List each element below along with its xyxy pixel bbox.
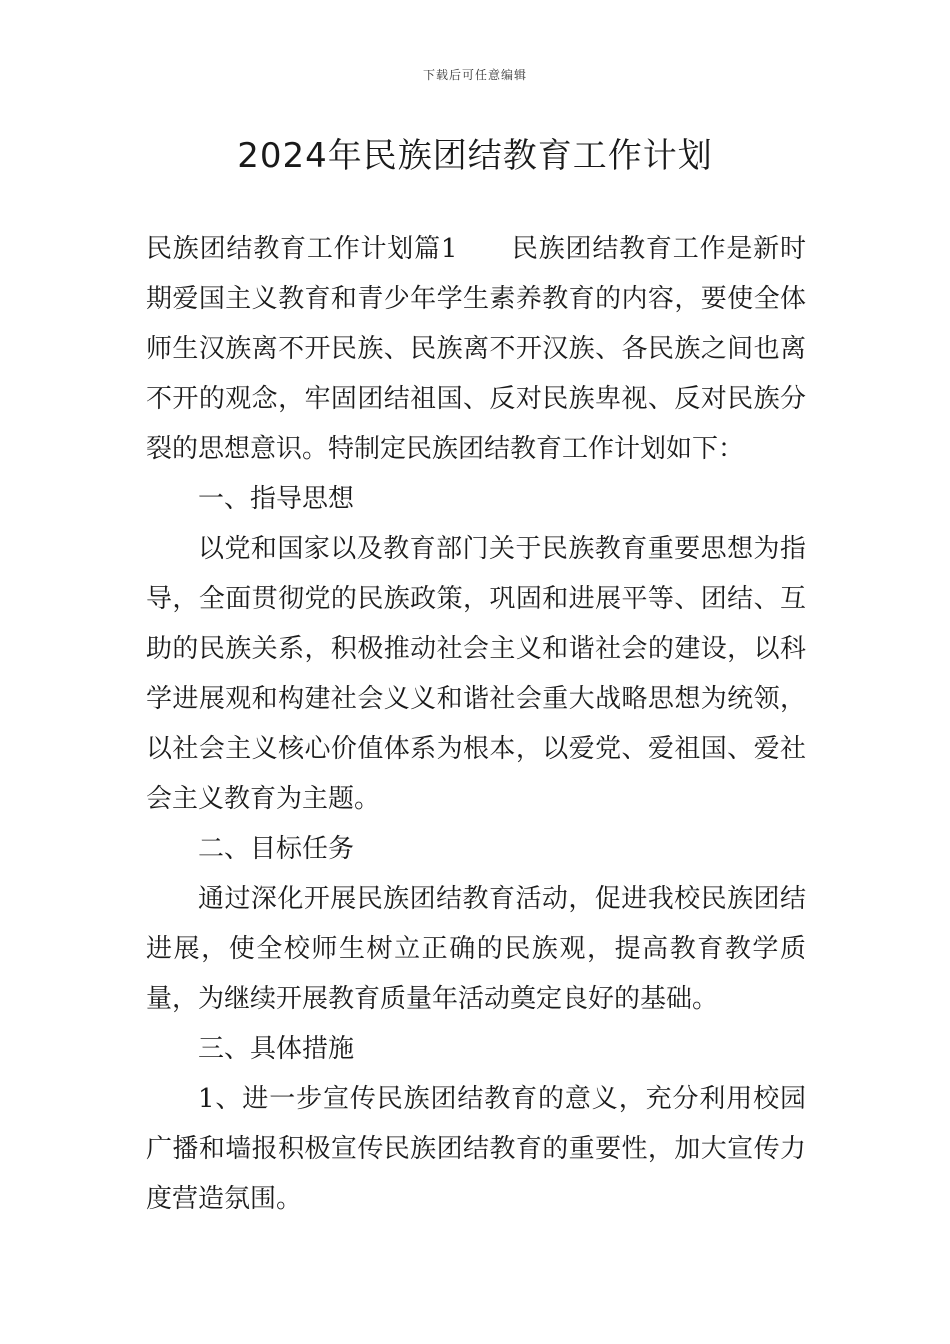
intro-gap	[457, 234, 511, 264]
intro-text: 民族团结教育工作是新时期爱国主义教育和青少年学生素养教育的内容，要使全体师生汉族离不开民族、民族离不开汉族、各民族之间也离不开的观念，牢固团结祖国、反对民族卑视、反对民族分裂的思想意识。特制定民族团结教育工作计划如下：	[146, 234, 806, 464]
download-note: 下载后可任意编辑	[422, 68, 527, 82]
section-body-1: 以党和国家以及教育部门关于民族教育重要思想为指导，全面贯彻党的民族政策，巩固和进展平等、团结、互助的民族关系，积极推动社会主义和谐社会的建设，以科学进展观和构建社会义义和谐社会重大战略思想为统领，以社会主义核心价值体系为根本，以爱党、爱祖国、爱社会主义教育为主题。	[146, 534, 806, 814]
intro-paragraph	[146, 224, 806, 474]
section-body-2: 通过深化开展民族团结教育活动，促进我校民族团结进展，使全校师生树立正确的民族观，提高教育教学质量，为继续开展教育质量年活动奠定良好的基础。	[146, 884, 806, 1014]
document-body	[146, 224, 806, 1224]
section-heading-2: 二、目标任务	[198, 834, 355, 864]
section-heading-1: 一、指导思想	[198, 484, 355, 514]
section-heading-3: 三、具体措施	[198, 1034, 355, 1064]
document-title: 2024年民族团结教育工作计划	[237, 136, 713, 176]
intro-prefix: 民族团结教育工作计划篇1	[146, 234, 458, 264]
section-body-3: 1、进一步宣传民族团结教育的意义，充分利用校园广播和墙报积极宣传民族团结教育的重要性，加大宣传力度营造氛围。	[146, 1084, 806, 1214]
